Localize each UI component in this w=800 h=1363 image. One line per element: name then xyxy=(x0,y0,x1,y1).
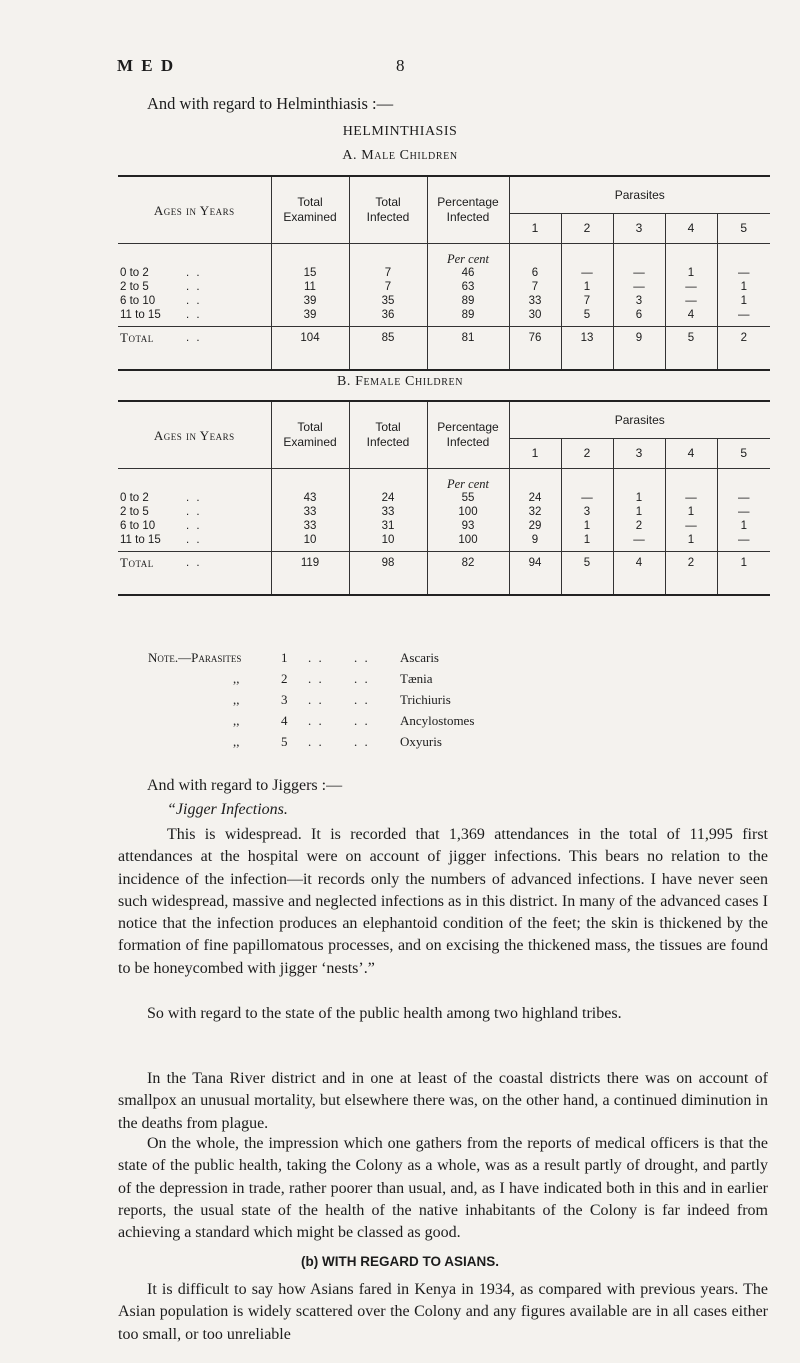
age-range: 6 to 10 xyxy=(120,520,156,532)
age-range: 11 to 15 xyxy=(120,309,161,321)
page-number: 8 xyxy=(396,56,405,75)
parasite-3-header: 3 xyxy=(613,439,665,469)
parasite-3-header: 3 xyxy=(613,214,665,244)
asians-heading: (b) WITH REGARD TO ASIANS. xyxy=(301,1254,499,1269)
parasite-2-header: 2 xyxy=(561,439,613,469)
ages-header: Ages in Years xyxy=(118,176,271,244)
male-children-table xyxy=(118,175,770,371)
percentage-header: Percentage Infected xyxy=(427,401,509,469)
parasites-header: Parasites xyxy=(509,176,770,214)
tana-river-paragraph: In the Tana River district and in one at least of the coastal districts there was on account of smallpox an unusual mortality, but elsewhere there was, on the other hand, a continued diminution in the deaths from plague. xyxy=(118,1070,768,1132)
helminthiasis-title: HELMINTHIASIS xyxy=(342,124,458,139)
highland-paragraph: So with regard to the state of the public health among two highland tribes. xyxy=(147,1005,622,1022)
female-table-title: B. Female Children xyxy=(336,374,464,389)
ages-header: Ages in Years xyxy=(118,401,271,469)
parasite-4-header: 4 xyxy=(665,439,717,469)
parasite-1-header: 1 xyxy=(509,214,561,244)
table-row: 0 to 2 . . 43 24 55 24 — 1 — — xyxy=(118,491,770,505)
table-row: 6 to 10 . . 33 31 93 29 1 2 — 1 xyxy=(118,519,770,533)
table-row: 11 to 15 . . 39 36 89 30 5 6 4 — xyxy=(118,308,770,327)
examined-header: Total Examined xyxy=(271,401,349,469)
infected-header: Total Infected xyxy=(349,176,427,244)
jiggers-heading: “Jigger Infections. xyxy=(167,801,288,818)
parasite-2-header: 2 xyxy=(561,214,613,244)
age-range: 2 to 5 xyxy=(120,506,149,518)
table-row: 2 to 5 . . 11 7 63 7 1 — — 1 xyxy=(118,280,770,294)
parasite-5-header: 5 xyxy=(717,439,770,469)
age-range: 2 to 5 xyxy=(120,281,149,293)
table-row: 11 to 15 . . 10 10 100 9 1 — 1 — xyxy=(118,533,770,552)
jiggers-intro: And with regard to Jiggers :— xyxy=(147,777,343,794)
parasite-1-header: 1 xyxy=(509,439,561,469)
per-cent-label: Per cent xyxy=(427,469,509,492)
parasite-4-header: 4 xyxy=(665,214,717,244)
infected-header: Total Infected xyxy=(349,401,427,469)
report-code: M E D xyxy=(117,56,176,75)
female-children-table xyxy=(118,400,770,596)
table-row: 2 to 5 . . 33 33 100 32 3 1 1 — xyxy=(118,505,770,519)
public-health-paragraph: On the whole, the impression which one gathers from the reports of medical officers is that the state of the public health, taking the Colony as a whole, was as a result partly of drought, and partly of the depression in trade, rather poorer than usual, and, as I have indicated both in this and in earlier reports, the usual state of the health of the native inhabitants of the Colony is far indeed from achieving a standard which might be classed as good. xyxy=(118,1135,768,1242)
male-table-title: A. Male Children xyxy=(342,148,458,163)
jiggers-paragraph: This is widespread. It is recorded that 1,369 attendances in the total of 11,995 first attendances at the hospital were on account of jigger infections. This bears no relation to the incidence of the infection—it records only the numbers of advanced infections. I have never seen such widespread, massive and neglected infections as in this district. In many of the advanced cases I notice that the infection produces an elephantoid condition of the feet; the skin is thickened by the formation of fine papillomatous processes, and on excising the thickened mass, the tissues are found to be honeycombed with jigger ‘nests’.” xyxy=(118,826,768,977)
age-range: 6 to 10 xyxy=(120,295,156,307)
asians-paragraph: It is difficult to say how Asians fared in Kenya in 1934, as compared with previous years. The Asian population is widely scattered over the Colony and any figures available are in all cases either too small, or too unreliable xyxy=(118,1281,768,1343)
parasites-header: Parasites xyxy=(509,401,770,439)
age-range: 0 to 2 xyxy=(120,267,149,279)
helminthiasis-intro: And with regard to Helminthiasis :— xyxy=(147,94,394,113)
examined-header: Total Examined xyxy=(271,176,349,244)
parasite-5-header: 5 xyxy=(717,214,770,244)
total-row: Total . . 104 85 81 76 13 9 5 2 xyxy=(118,327,770,371)
percentage-header: Percentage Infected xyxy=(427,176,509,244)
age-range: 11 to 15 xyxy=(120,534,161,546)
total-row: Total . . 119 98 82 94 5 4 2 1 xyxy=(118,552,770,596)
table-row: 6 to 10 . . 39 35 89 33 7 3 — 1 xyxy=(118,294,770,308)
document-page: M E D 8 And with regard to Helminthiasis :— HELMINTHIASIS A. Male Children Ages in Years Total Examined Total Infected Percentage Infected Parasites 1 2 3 4 5 Per cent 0 to 2 . . 15 7 46 6 — — 1 — 2 to 5 . . 11 7 63 7 1 — — 1 6 to 10 . . 39 35 89 33 7 3 — 1 11 to 15 . . 39 36 89 30 5 6 4 — Total . . 104 85 81 76 13 9 5 2 B. Female Children Ages in Years Total Examined Total Infected Percentage Infected Parasites 1 2 3 4 5 Per cent 0 to 2 . . 43 24 55 24 — 1 — — 2 to 5 . . 33 33 100 32 3 1 1 — 6 to 10 . . 33 31 93 29 1 2 — 1 11 to 15 . . 10 10 100 9 1 — 1 — Total . . 119 98 82 94 5 4 2 1 Note.—Parasites 1 . . . . Ascaris ,, 2 . . . . Tænia ,, 3 . . . . Trichiuris ,, 4 . . . . Ancylostomes ,, 5 . . . . Oxyuris And with regard to Jiggers :— “Jigger Infections. This is widespread. It is recorded that 1,369 attendances in the total of 11,995 first attendances at the hospital were on account of jigger infections. This bears no relation to the incidence of the infection—it records only the numbers of advanced infections. I have never seen such widespread, massive and neglected infections as in this district. In many of the advanced cases I notice that the infection produces an elephantoid condition of the feet; the skin is thickened by the formation of fine papillomatous processes, and on excising the thickened mass, the tissues are found to be honeycombed with jigger ‘nests’.” So with regard to the state of the public health among two highland tribes. In the Tana River district and in one at least of the coastal districts there was on account of smallpox an unusual mortality, but elsewhere there was, on the other hand, a continued diminution in the deaths from plague. On the whole, the impression which one gathers from the reports of medical officers is that the state of the public health, taking the Colony as a whole, was as a result partly of drought, and partly of the depression in trade, rather poorer than usual, and, as I have indicated both in this and in earlier reports, the usual state of the health of the native inhabitants of the Colony is far indeed from achieving a standard which might be classed as good. (b) WITH REGARD TO ASIANS. It is difficult to say how Asians fared in Kenya in 1934, as compared with previous years. The Asian population is widely scattered over the Colony and any figures available are in all cases either too small, or too unreliable xyxy=(0,0,800,1363)
table-row: 0 to 2 . . 15 7 46 6 — — 1 — xyxy=(118,266,770,280)
per-cent-label: Per cent xyxy=(427,244,509,267)
age-range: 0 to 2 xyxy=(120,492,149,504)
